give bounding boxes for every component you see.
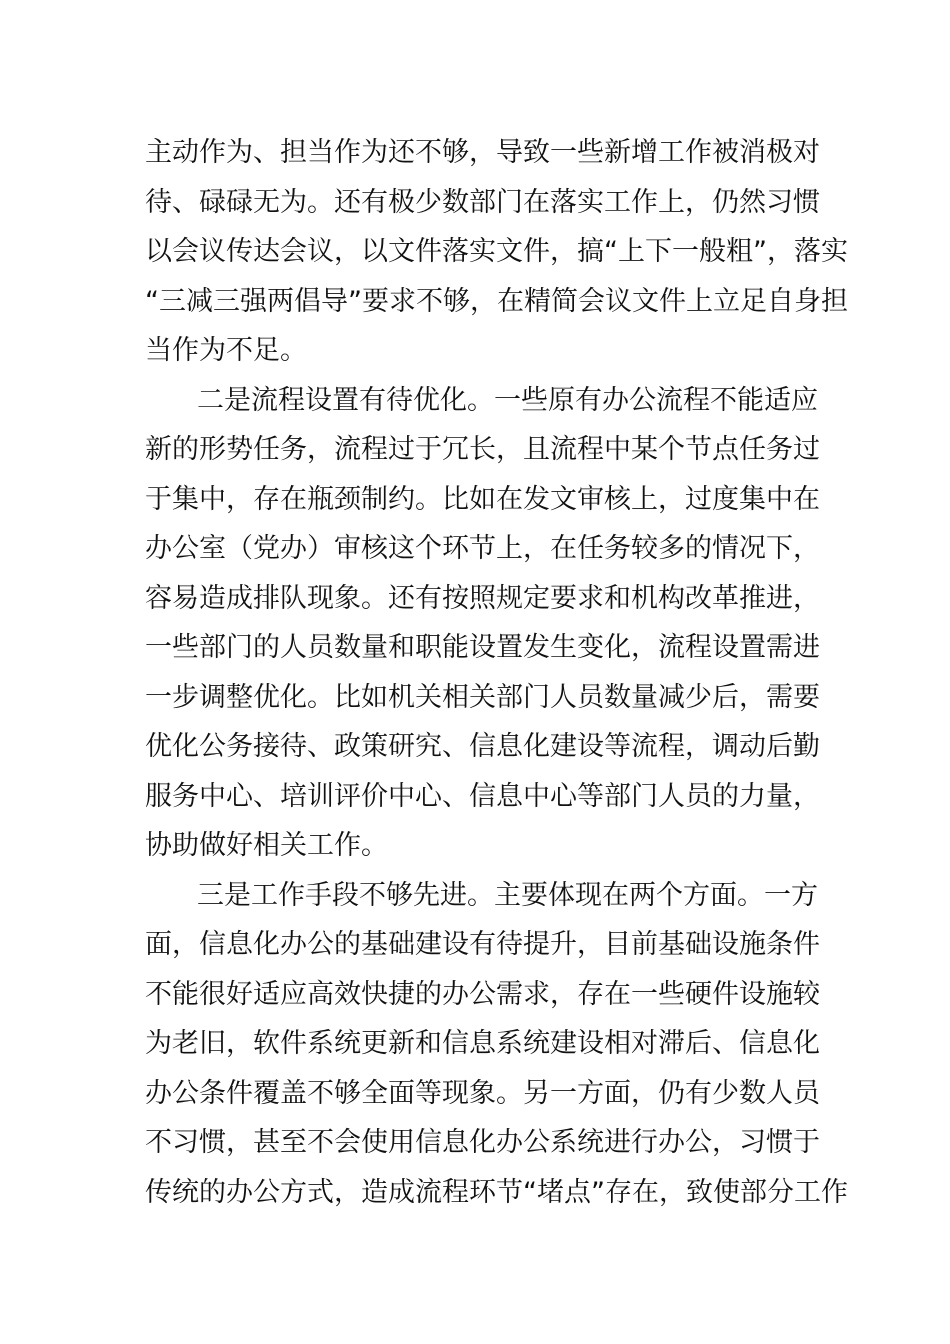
text-line: 以会议传达会议，以文件落实文件，搞“上下一般粗”，落实 (145, 236, 848, 267)
paragraph-1 (145, 128, 848, 376)
text-line: 待、碌碌无为。还有极少数部门在落实工作上，仍然习惯 (145, 186, 820, 218)
text-line: 于集中，存在瓶颈制约。比如在发文审核上，过度集中在 (145, 483, 820, 515)
text-line: 办公室（党办）审核这个环节上，在任务较多的情况下， (145, 533, 820, 564)
text-line: 传统的办公方式，造成流程环节“堵点”存在，致使部分工作 (145, 1176, 848, 1208)
text-line: 容易造成排队现象。还有按照规定要求和机构改革推进， (145, 582, 820, 614)
text-line: 协助做好相关工作。 (145, 830, 388, 861)
text-line: “三减三强两倡导”要求不够，在精简会议文件上立足自身担 (145, 285, 848, 317)
text-line: 一步调整优化。比如机关相关部门人员数量减少后，需要 (145, 681, 820, 713)
text-line: 办公条件覆盖不够全面等现象。另一方面，仍有少数人员 (145, 1077, 820, 1109)
text-line: 不习惯，甚至不会使用信息化办公系统进行办公，习惯于 (145, 1127, 820, 1158)
paragraph-2 (145, 376, 820, 871)
text-line: 一些部门的人员数量和职能设置发生变化，流程设置需进 (145, 632, 820, 663)
text-line: 服务中心、培训评价中心、信息中心等部门人员的力量， (145, 780, 820, 812)
paragraph-3 (145, 871, 848, 1218)
body-text (145, 128, 848, 1217)
text-line: 主动作为、担当作为还不够，导致一些新增工作被消极对 (145, 137, 820, 168)
text-line: 优化公务接待、政策研究、信息化建设等流程，调动后勤 (145, 731, 820, 762)
text-line: 三是工作手段不够先进。主要体现在两个方面。一方 (197, 879, 818, 911)
text-line: 不能很好适应高效快捷的办公需求，存在一些硬件设施较 (145, 978, 820, 1010)
text-line: 当作为不足。 (145, 335, 307, 366)
text-line: 二是流程设置有待优化。一些原有办公流程不能适应 (197, 384, 818, 416)
text-line: 新的形势任务，流程过于冗长，且流程中某个节点任务过 (145, 434, 820, 465)
text-line: 为老旧，软件系统更新和信息系统建设相对滞后、信息化 (145, 1028, 820, 1059)
text-line: 面，信息化办公的基础建设有待提升，目前基础设施条件 (145, 929, 820, 960)
